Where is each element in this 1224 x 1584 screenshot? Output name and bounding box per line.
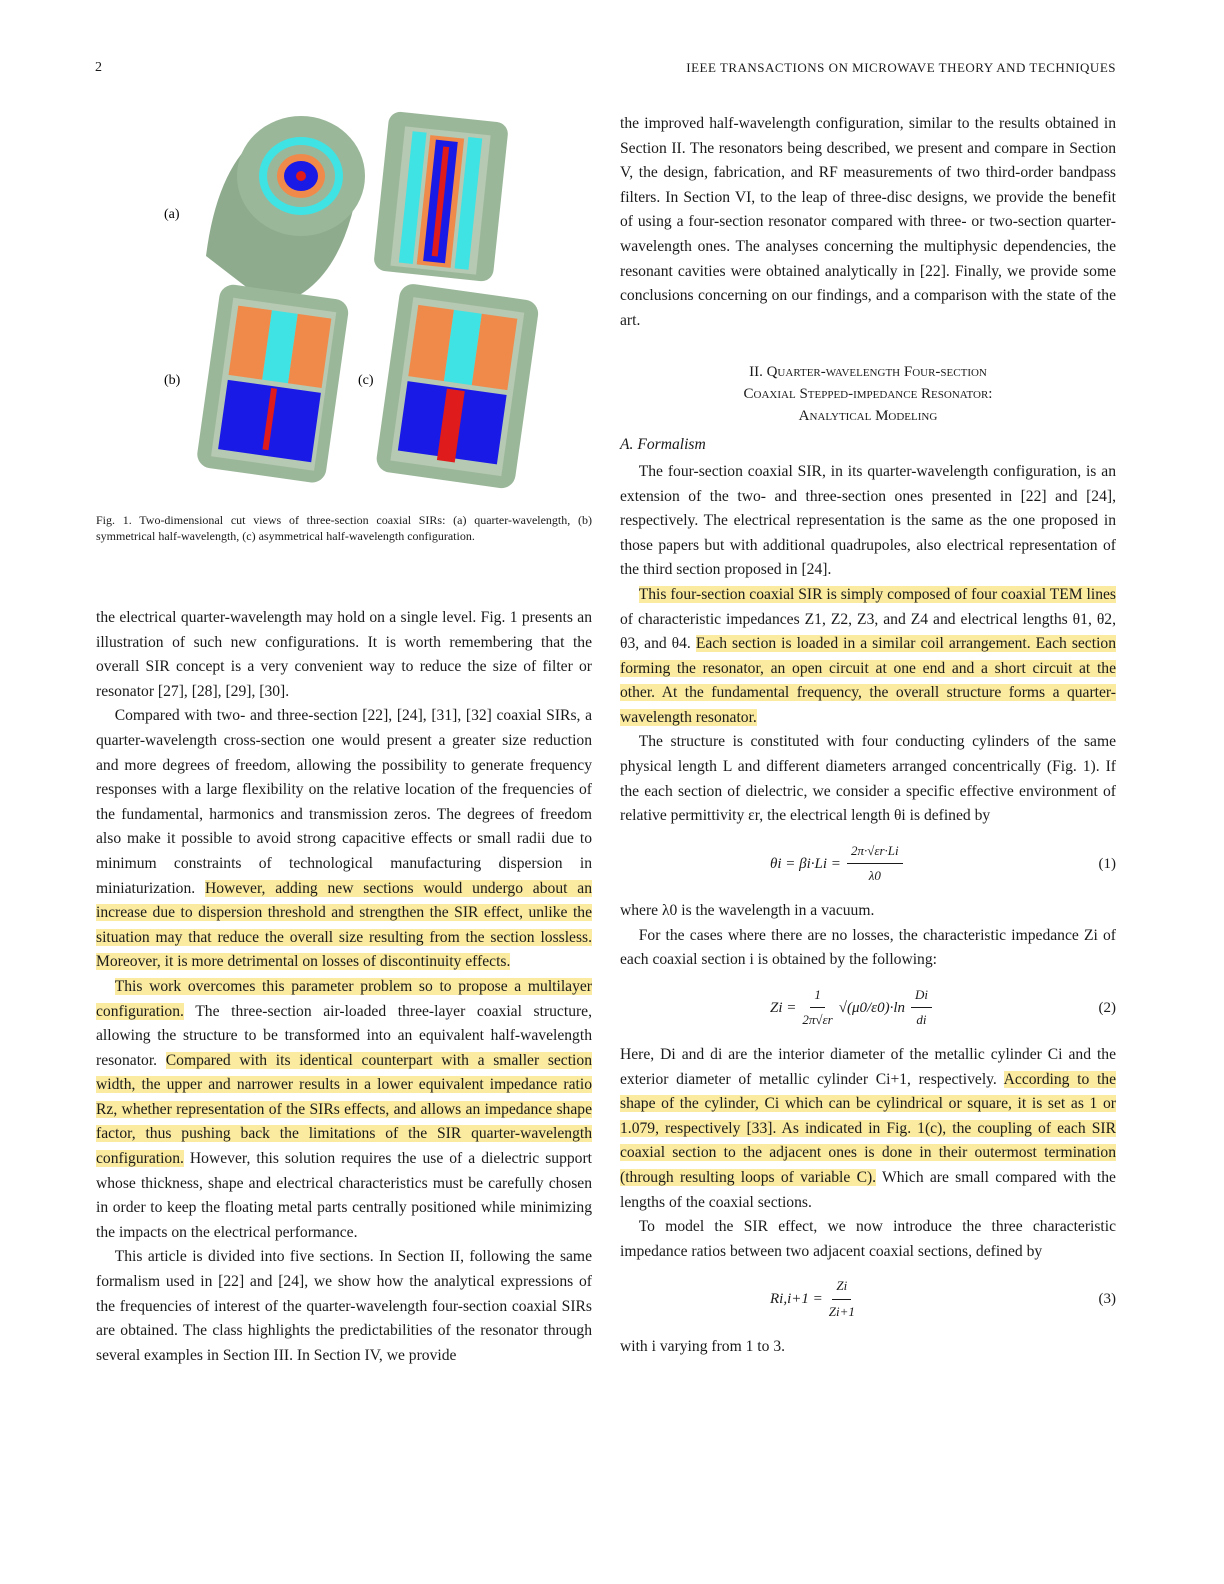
eq3-number: (3)	[1098, 1291, 1116, 1308]
left-paragraph-4: This article is divided into five sections. In Section II, following the same formalism used in [22] and [24], we show how the analytical expressions of the frequencies of interest of the quarter-wavelength four-section coaxial SIRs are obtained. The class highlights the predictabilities of the resonator through several examples in Section III. In Section IV, we provide	[96, 1248, 592, 1364]
right-p3-text: of characteristic impedances Z1, Z2, Z3, and Z4 and electrical lengths θ1, θ2, θ3, and θ4.	[620, 610, 1116, 653]
right-paragraph-6	[620, 1043, 1116, 1215]
equation-1-body	[770, 839, 903, 889]
left-p3-text-a: The three-section air-loaded three-layer coaxial structure, allowing the structure to be transformed into an equivalent half-wavelength resonator.	[96, 1002, 592, 1069]
left-paragraph-1: the electrical quarter-wavelength may hold on a single level. Fig. 1 presents an illustration of such new configurations. It is worth remembering that the overall SIR concept is a very convenient way to reduce the size of filter or resonator [27], [28], [29], [30].	[96, 609, 592, 700]
figure-a-cut-view	[373, 111, 509, 283]
eq1-number: (1)	[1098, 855, 1116, 872]
right-paragraph-4: The structure is constituted with four conducting cylinders of the same physical length L and different diameters arranged concentrically (Fig. 1). If the each section of dielectric, we consider a specific effective environment of relative permittivity εr, the electrical length θi is defined by	[620, 733, 1116, 825]
right-paragraph-5b: For the cases where there are no losses, the characteristic impedance Zi of each coaxial section i is obtained by the following:	[620, 926, 1116, 969]
right-paragraph-5a: where λ0 is the wavelength in a vacuum.	[620, 902, 875, 920]
left-column	[96, 606, 592, 1368]
eq3-lhs: Ri,i+1 =	[770, 1291, 823, 1308]
section-title-line-2: Coaxial Stepped-impedance Resonator:	[743, 386, 993, 403]
equation-3-body	[770, 1274, 855, 1324]
equation-2	[620, 983, 1116, 1033]
left-paragraph-2	[96, 704, 592, 975]
right-paragraph-1: the improved half-wavelength configuration, similar to the results obtained in Section II. The resonators being described, we present and compare in Section V, the design, fabrication, and RF measurements of two third-order bandpass filters. In Section VI, to the leap of three-disc designs, we provide the benefit of using a four-section resonator compared with three- or two-section quarter-wavelength ones. The analyses concerning the multiphysic dependencies, the resonant cavities were obtained analytically in [22]. Finally, we provide some conclusions concerning on our findings, and a comparison with the state of the art.	[620, 115, 1116, 329]
right-p6-highlight: According to the shape of the cylinder, Ci which can be cylindrical or square, it is set as 1 or 1.079, respectively [33]. As indicated in Fig. 1(c), the coupling of each SIR coaxial section to the adjacent ones is done in their outermost termination (through resulting loops of variable C).	[620, 1070, 1117, 1186]
eq1-fraction	[847, 839, 903, 889]
right-column	[620, 112, 1116, 1359]
right-paragraph-8: with i varying from 1 to 3.	[620, 1337, 786, 1355]
figure-label-b: (b)	[164, 373, 181, 388]
section-title-line-3: Analytical Modeling	[798, 408, 938, 425]
caption-text: Two-dimensional cut views of three-section coaxial SIRs: (a) quarter-wavelength, (b) symmetrical half-wavelength, (c) asymmetrical half-wavelength configuration.	[96, 513, 592, 543]
eq2-fraction-2	[911, 983, 932, 1033]
figure-c-asymmetric	[375, 282, 540, 490]
eq2-number: (2)	[1098, 999, 1116, 1016]
subsection-heading: A. Formalism	[620, 436, 706, 454]
page-number: 2	[95, 60, 102, 75]
left-paragraph-3	[96, 975, 592, 1246]
eq2-denominator-1: 2π√εr	[802, 1012, 833, 1028]
section-title-line-1: II. Quarter-wavelength Four-section	[749, 364, 987, 381]
eq3-numerator: Zi	[832, 1274, 851, 1300]
figure-b-symmetric	[195, 283, 349, 484]
eq2-numerator-1: 1	[810, 983, 825, 1009]
eq2-denominator-2: di	[916, 1012, 927, 1028]
equation-1	[620, 839, 1116, 889]
right-paragraph-3	[620, 583, 1116, 731]
right-p3-highlight-1: This four-section coaxial SIR is simply composed of four coaxial TEM lines	[638, 585, 1116, 603]
figure-a-cylinder	[206, 116, 365, 306]
left-p3-text-b: However, this solution requires the use of a dielectric support whose thickness, shape and electrical characteristics must be carefully chosen in order to keep the floating metal parts centrally positioned while minimizing the impacts on the electrical performance.	[96, 1150, 592, 1241]
equation-2-body	[770, 983, 932, 1033]
right-p6-text-b: Which are small compared with the lengths of the coaxial sections.	[620, 1168, 1116, 1211]
left-p2-text: Compared with two- and three-section [22], [24], [31], [32] coaxial SIRs, a quarter-wavelength cross-section one would present a greater size reduction and more degrees of freedom, allowing the possibility to generate frequency responses with a large flexibility on the relative location of the frequencies of the fundamental, harmonics and transmission zeros. The degrees of freedom also make it possible to avoid strong capacitive effects or small radii due to minimum constraints of technological manufacturing dispersion in miniaturization.	[96, 707, 592, 897]
equation-3	[620, 1274, 1116, 1324]
right-paragraph-2: The four-section coaxial SIR, in its quarter-wavelength configuration, is an extension of the two- and three-section ones presented in [22] and [24], respectively. The electrical representation is the same as the one proposed in those papers but with additional quadrupoles, also electrical representation of the third section proposed in [24].	[620, 462, 1116, 579]
running-head: IEEE TRANSACTIONS ON MICROWAVE THEORY AND TECHNIQUES	[686, 60, 1116, 75]
eq3-fraction	[829, 1274, 855, 1324]
right-paragraph-7: To model the SIR effect, we now introduce the three characteristic impedance ratios between two adjacent coaxial sections, defined by	[620, 1218, 1116, 1260]
eq2-fraction-1	[802, 983, 832, 1033]
eq2-lhs: Zi =	[770, 999, 797, 1016]
eq1-denominator: λ0	[868, 868, 881, 884]
section-heading	[620, 361, 1116, 427]
left-p3-highlight-1: This work overcomes this parameter problem so to propose a multilayer configuration.	[96, 977, 592, 1020]
eq2-numerator-2: Di	[911, 983, 932, 1009]
figure-label-a: (a)	[164, 207, 180, 222]
figure-label-c: (c)	[358, 373, 374, 388]
eq2-middle: √(μ0/ε0)·ln	[838, 999, 905, 1016]
eq1-lhs: θi = βi·Li =	[770, 855, 841, 872]
right-p3-highlight-2: Each section is loaded in a similar coil arrangement. Each section forming the resonator, an open circuit at one end and a short circuit at the other. At the fundamental frequency, the overall structure forms a quarter-wavelength resonator.	[620, 635, 1116, 726]
figure-caption	[96, 512, 592, 544]
eq1-numerator: 2π·√εr·Li	[847, 839, 903, 865]
left-p3-highlight-2: Compared with its identical counterpart with a smaller section width, the upper and narrower results in a lower equivalent impedance ratio Rz, whether representation of the SIRs effects, and allows an impedance shape factor, thus pushing back the limitations of the SIR quarter-wavelength configuration.	[96, 1051, 592, 1168]
caption-label: Fig. 1.	[96, 513, 132, 527]
eq3-denominator: Zi+1	[828, 1303, 855, 1319]
right-p6-text-a: Here, Di and di are the interior diameter of the metallic cylinder Ci and the exterior diameter of metallic cylinder Ci+1, respectively.	[620, 1046, 1116, 1088]
left-p2-highlight: However, adding new sections would undergo about an increase due to dispersion threshold and strengthen the SIR effect, unlike the situation may that reduce the overall size resulting from the section lossless. Moreover, it is more detrimental on losses of discontinuity effects.	[96, 879, 592, 971]
resonator-figure	[96, 106, 592, 506]
